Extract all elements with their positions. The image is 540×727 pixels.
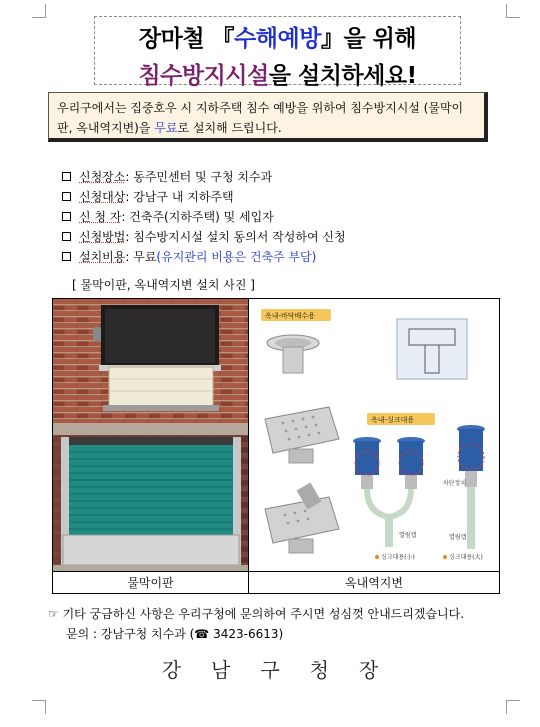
page-corner-mark <box>32 4 46 18</box>
intro-box <box>48 92 488 142</box>
list-item <box>62 226 482 246</box>
caption-backflow-valve: 옥내역지변 <box>345 576 403 590</box>
label-sink-large: 싱크대용(大) <box>449 554 483 561</box>
title-box <box>94 16 461 89</box>
list-item <box>62 246 482 266</box>
checkbox-bullet-icon <box>62 172 71 181</box>
page-corner-mark <box>32 700 46 714</box>
photo-table <box>52 298 500 594</box>
footer-line-contact: 문의 : 강남구청 치수과 (☎ 3423-6613) <box>66 627 284 641</box>
page-corner-mark <box>506 700 520 714</box>
label-open-cap: 열림캡 <box>449 534 467 541</box>
item-value: : 강남구 내 지하주택 <box>125 189 234 204</box>
label-sink-small: 싱크대용(小) <box>381 554 415 561</box>
intro-text: 우리구에서는 집중호우 시 지하주택 침수 예방을 위하여 침수방지시설 (물막이판, 옥내역지변)을 <box>57 101 464 135</box>
backflow-valve-photo <box>249 299 499 571</box>
checkbox-bullet-icon <box>62 212 71 221</box>
title-line2-suffix: 을 설치하세요! <box>268 63 417 89</box>
checkbox-bullet-icon <box>62 192 71 201</box>
title-highlight-flood-prevention: 수해예방 <box>234 26 321 52</box>
application-info-list <box>62 166 482 266</box>
caption-flood-barrier: 물막이판 <box>53 572 249 594</box>
item-key: 신청장소 <box>79 169 126 184</box>
item-key: 신 청 자 <box>79 209 122 224</box>
photo-section-caption: [ 물막이판, 옥내역지변 설치 사진 ] <box>72 278 255 292</box>
item-value: : 건축주(지하주택) 및 세입자 <box>121 209 274 224</box>
item-value: : 무료 <box>125 249 157 264</box>
footer-line-inquiry: ☞ 기타 궁금하신 사항은 우리구청에 문의하여 주시면 성심껏 안내드리겠습니다. <box>48 607 465 621</box>
label-floor-drain: 옥내-바닥배수용 <box>265 312 315 320</box>
item-value: : 동주민센터 및 구청 치수과 <box>125 169 273 184</box>
item-key: 설치비용 <box>79 249 126 264</box>
title-line-2 <box>95 57 460 90</box>
footer-contact <box>48 604 464 644</box>
item-key: 신청대상 <box>79 189 126 204</box>
title-highlight-facility: 침수방지시설 <box>138 63 269 89</box>
label-sink: 옥내-싱크대용 <box>371 416 415 424</box>
list-item <box>62 186 482 206</box>
item-note: (유지관리 비용은 건축주 부담) <box>156 249 317 264</box>
flood-barrier-photo <box>53 299 249 571</box>
title-prefix: 장마철 『 <box>138 26 235 52</box>
item-key: 신청방법 <box>79 229 126 244</box>
title-suffix: 』을 위해 <box>320 26 417 52</box>
intro-text-end: 로 설치해 드립니다. <box>177 121 282 135</box>
issuer-signature: 강남구청장 <box>161 658 409 682</box>
list-item <box>62 166 482 186</box>
photo-caption-row <box>53 571 499 593</box>
page-corner-mark <box>506 4 520 18</box>
label-valve: 차단장치 <box>443 480 467 487</box>
list-item <box>62 206 482 226</box>
intro-free: 무료 <box>154 121 178 135</box>
label-open-cap: 열림캡 <box>399 532 417 539</box>
checkbox-bullet-icon <box>62 232 71 241</box>
checkbox-bullet-icon <box>62 252 71 261</box>
item-value: : 침수방지시설 설치 동의서 작성하여 신청 <box>125 229 346 244</box>
title-line-1 <box>95 20 460 53</box>
